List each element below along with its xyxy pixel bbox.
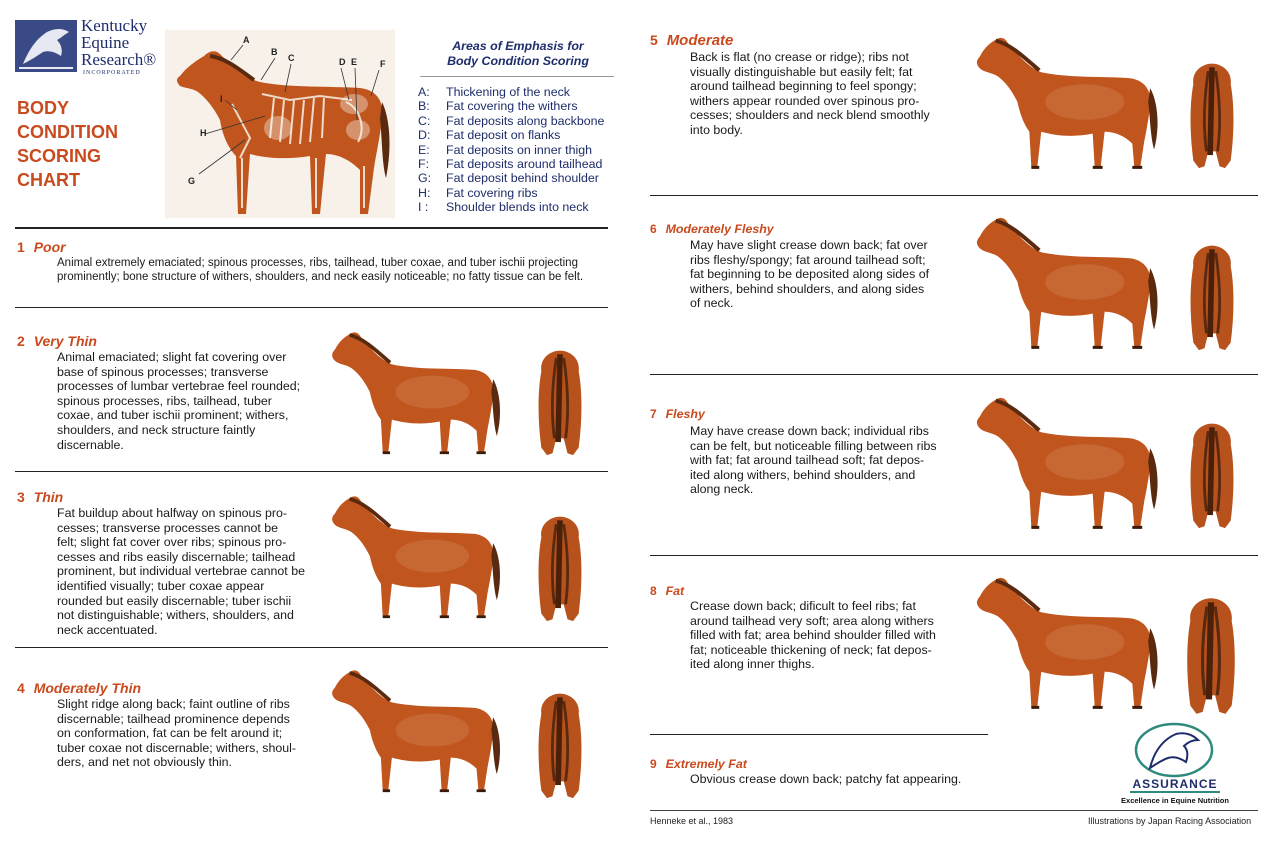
emphasis-divider — [420, 76, 614, 77]
marker-e: E — [351, 57, 358, 67]
assurance-logo — [1110, 722, 1240, 806]
desc-line: coxae, and tuber ischii prominent; withers, — [57, 408, 289, 423]
horse-rear-illustration — [532, 685, 588, 803]
emphasis-item — [418, 157, 618, 171]
desc-line: Animal emaciated; slight fat covering over — [57, 350, 287, 364]
emphasis-text: Shoulder blends into neck — [446, 200, 589, 215]
desc-line: around tailhead beginning to feel spongy; — [690, 79, 917, 94]
desc-line: can be felt, but noticeable filling between ribs — [690, 438, 937, 453]
emphasis-text: Fat deposits on inner thigh — [446, 142, 593, 157]
desc-line: shoulders, and neck structure faintly — [57, 422, 256, 437]
horse-side-illustration — [322, 660, 506, 800]
desc-line: tuber coxae not discernable; withers, shoul- — [57, 740, 296, 755]
score-3-description — [57, 506, 317, 637]
emphasis-title-line-1: Areas of Emphasis for — [452, 39, 584, 53]
desc-line: felt; slight fat cover over ribs; spinous pro- — [57, 535, 287, 550]
title-line-1: BODY — [17, 98, 70, 118]
desc-line: discernable. — [57, 437, 124, 452]
desc-line: around tailhead very soft; area along withers — [690, 613, 934, 628]
desc-line: ders, and net not obviously thin. — [57, 755, 232, 770]
score-9-heading — [650, 755, 747, 773]
assurance-horse-icon — [1132, 722, 1216, 778]
horse-head-logo-icon — [15, 20, 77, 72]
desc-line: processes of lumbar vertebrae feel rounded; — [57, 379, 301, 394]
logo-line-3: Research® — [81, 50, 157, 69]
horse-rear-illustration — [1184, 52, 1240, 176]
emphasis-item — [418, 128, 618, 142]
score-number: 2 — [17, 333, 25, 349]
anatomy-illustration — [165, 30, 395, 218]
desc-line: visually distinguishable but easily felt; fat — [690, 64, 913, 79]
desc-line: May have slight crease down back; fat over — [690, 238, 928, 252]
score-number: 9 — [650, 757, 657, 771]
desc-line: base of spinous processes; transverse — [57, 364, 269, 379]
emphasis-item — [418, 186, 618, 200]
emphasis-key: E: — [418, 142, 430, 157]
desc-line: spinous processes, ribs, tailhead, tuber — [57, 393, 272, 408]
emphasis-key: G: — [418, 171, 432, 186]
desc-line: Back is flat (no crease or ridge); ribs not — [690, 50, 909, 64]
score-number: 3 — [17, 489, 25, 505]
score-number: 5 — [650, 32, 658, 48]
score-8-description — [690, 599, 962, 672]
desc-line: May have crease down back; individual ribs — [690, 424, 929, 438]
desc-line: of neck. — [690, 296, 734, 311]
score-5-heading — [650, 32, 733, 50]
score-4-description — [57, 697, 319, 770]
desc-line: ribs fleshy/spongy; fat around tailhead soft; — [690, 252, 926, 267]
desc-line: into body. — [690, 122, 743, 137]
score-title: Very Thin — [33, 333, 97, 349]
emphasis-key: A: — [418, 85, 430, 99]
horse-side-illustration — [966, 26, 1164, 178]
desc-line: ited along inner thighs. — [690, 657, 815, 672]
score-4-heading — [17, 680, 141, 698]
title-line-2: CONDITION — [17, 122, 118, 142]
score-title: Moderately Thin — [33, 680, 142, 696]
desc-line: along neck. — [690, 482, 754, 497]
logo-line-1: Kentucky — [81, 16, 148, 35]
marker-c: C — [288, 53, 295, 63]
score-title: Poor — [33, 239, 66, 255]
score-title: Moderately Fleshy — [665, 222, 774, 236]
horse-rear-illustration — [532, 342, 588, 460]
emphasis-key: B: — [418, 99, 430, 114]
emphasis-key: H: — [418, 185, 431, 200]
horse-side-illustration — [966, 386, 1164, 538]
score-9-description — [690, 772, 1010, 787]
horse-rear-illustration — [1184, 412, 1240, 536]
desc-line: with fat; fat around tailhead soft; fat depos- — [690, 453, 925, 468]
score-title: Thin — [33, 489, 64, 505]
assurance-tagline: Excellence in Equine Nutrition — [1121, 796, 1229, 805]
emphasis-key: I : — [418, 200, 429, 215]
emphasis-item — [418, 85, 618, 99]
desc-line: fat beginning to be deposited along sides of — [690, 267, 930, 282]
horse-rear-illustration — [1180, 590, 1242, 718]
emphasis-text: Fat covering ribs — [446, 185, 538, 200]
logo-line-2: Equine — [81, 33, 130, 52]
emphasis-list — [418, 85, 618, 215]
header-divider — [15, 227, 608, 229]
score-title: Fat — [665, 584, 685, 598]
desc-line: not distinguishable; withers, shoulders, and — [57, 608, 294, 623]
score-6-description — [690, 238, 960, 311]
emphasis-text: Fat deposits around tailhead — [446, 157, 603, 172]
emphasis-title-line-2: Body Condition Scoring — [447, 54, 589, 68]
emphasis-title — [420, 39, 616, 69]
score-1-heading — [17, 239, 66, 257]
desc-line: filled with fat; area behind shoulder filled with — [690, 628, 936, 643]
desc-line: Obvious crease down back; patchy fat appearing. — [690, 772, 962, 786]
footer-divider — [650, 810, 1258, 811]
score-3-heading — [17, 489, 63, 507]
marker-a: A — [243, 35, 250, 45]
score-title: Fleshy — [665, 407, 705, 421]
emphasis-text: Thickening of the neck — [446, 85, 570, 99]
desc-line: withers, behind shoulders, and along sides — [690, 281, 925, 296]
horse-side-illustration — [966, 206, 1164, 358]
desc-line: Animal extremely emaciated; spinous processes, ribs, tailhead, tuber coxae, and tuber ischii projecting — [57, 257, 578, 269]
score-5-description — [690, 50, 960, 138]
emphasis-key: F: — [418, 157, 430, 172]
divider — [15, 647, 608, 648]
emphasis-text: Fat covering the withers — [446, 99, 578, 114]
score-number: 4 — [17, 680, 25, 696]
citation: Henneke et al., 1983 — [650, 816, 734, 826]
title-line-3: SCORING — [17, 146, 102, 166]
desc-line: discernable; tailhead prominence depends — [57, 711, 290, 726]
illustration-credit: Illustrations by Japan Racing Association — [1088, 816, 1252, 826]
score-2-description — [57, 350, 317, 452]
divider — [650, 195, 1258, 196]
score-title: Moderate — [666, 32, 734, 49]
desc-line: cesses; shoulders and neck blend smoothly — [690, 108, 930, 123]
desc-line: ited along withers, behind shoulders, and — [690, 467, 916, 482]
horse-rear-illustration — [1184, 234, 1240, 358]
marker-h: H — [200, 128, 207, 138]
emphasis-item — [418, 171, 618, 185]
score-number: 8 — [650, 584, 657, 598]
emphasis-key: D: — [418, 128, 431, 143]
desc-line: neck accentuated. — [57, 622, 158, 637]
ker-logo — [15, 16, 157, 78]
chart-title — [17, 96, 118, 192]
divider — [650, 555, 1258, 556]
score-8-heading — [650, 582, 684, 600]
score-7-heading — [650, 405, 705, 423]
desc-line: withers appear rounded over spinous pro- — [690, 93, 920, 108]
emphasis-text: Fat deposits along backbone — [446, 113, 605, 128]
title-line-4: CHART — [17, 170, 80, 190]
divider — [15, 471, 608, 472]
emphasis-text: Fat deposit behind shoulder — [446, 171, 599, 186]
emphasis-key: C: — [418, 113, 431, 128]
desc-line: prominent, but individual vertebrae cannot be — [57, 564, 305, 579]
emphasis-item — [418, 114, 618, 128]
logo-line-4: INCORPORATED — [83, 70, 141, 76]
score-number: 1 — [17, 239, 25, 255]
desc-line: Crease down back; dificult to feel ribs; fat — [690, 599, 916, 613]
emphasis-item — [418, 99, 618, 113]
marker-f: F — [380, 59, 386, 69]
score-7-description — [690, 424, 962, 497]
score-6-heading — [650, 220, 774, 238]
marker-i: I — [220, 94, 223, 104]
score-number: 7 — [650, 407, 657, 421]
desc-line: rounded but easily discernable; tuber ischii — [57, 593, 292, 608]
desc-line: Slight ridge along back; faint outline of ribs — [57, 697, 290, 711]
desc-line: on conformation, fat can be felt around it; — [57, 726, 283, 741]
desc-line: prominently; bone structure of withers, shoulders, and neck easily noticeable; no fatty tissue can be felt. — [57, 271, 584, 284]
marker-b: B — [271, 47, 278, 57]
divider — [650, 734, 988, 735]
desc-line: cesses and ribs easily discernable; tailhead — [57, 549, 296, 564]
marker-d: D — [339, 57, 346, 67]
desc-line: identified visually; tuber coxae appear — [57, 578, 265, 593]
horse-side-illustration — [322, 322, 506, 462]
emphasis-text: Fat deposit on flanks — [446, 128, 561, 143]
score-number: 6 — [650, 222, 657, 236]
marker-g: G — [188, 176, 196, 186]
horse-rear-illustration — [532, 508, 588, 626]
desc-line: Fat buildup about halfway on spinous pro- — [57, 506, 288, 520]
emphasis-item — [418, 200, 618, 214]
horse-side-illustration — [966, 566, 1164, 718]
score-2-heading — [17, 333, 97, 351]
desc-line: fat; noticeable thickening of neck; fat depos- — [690, 642, 932, 657]
divider — [15, 307, 608, 308]
score-1-description — [57, 256, 617, 284]
divider — [650, 374, 1258, 375]
score-title: Extremely Fat — [665, 757, 747, 771]
assurance-word: ASSURANCE — [1130, 777, 1220, 793]
horse-side-illustration — [322, 486, 506, 626]
desc-line: cesses; transverse processes cannot be — [57, 520, 279, 535]
emphasis-item — [418, 143, 618, 157]
